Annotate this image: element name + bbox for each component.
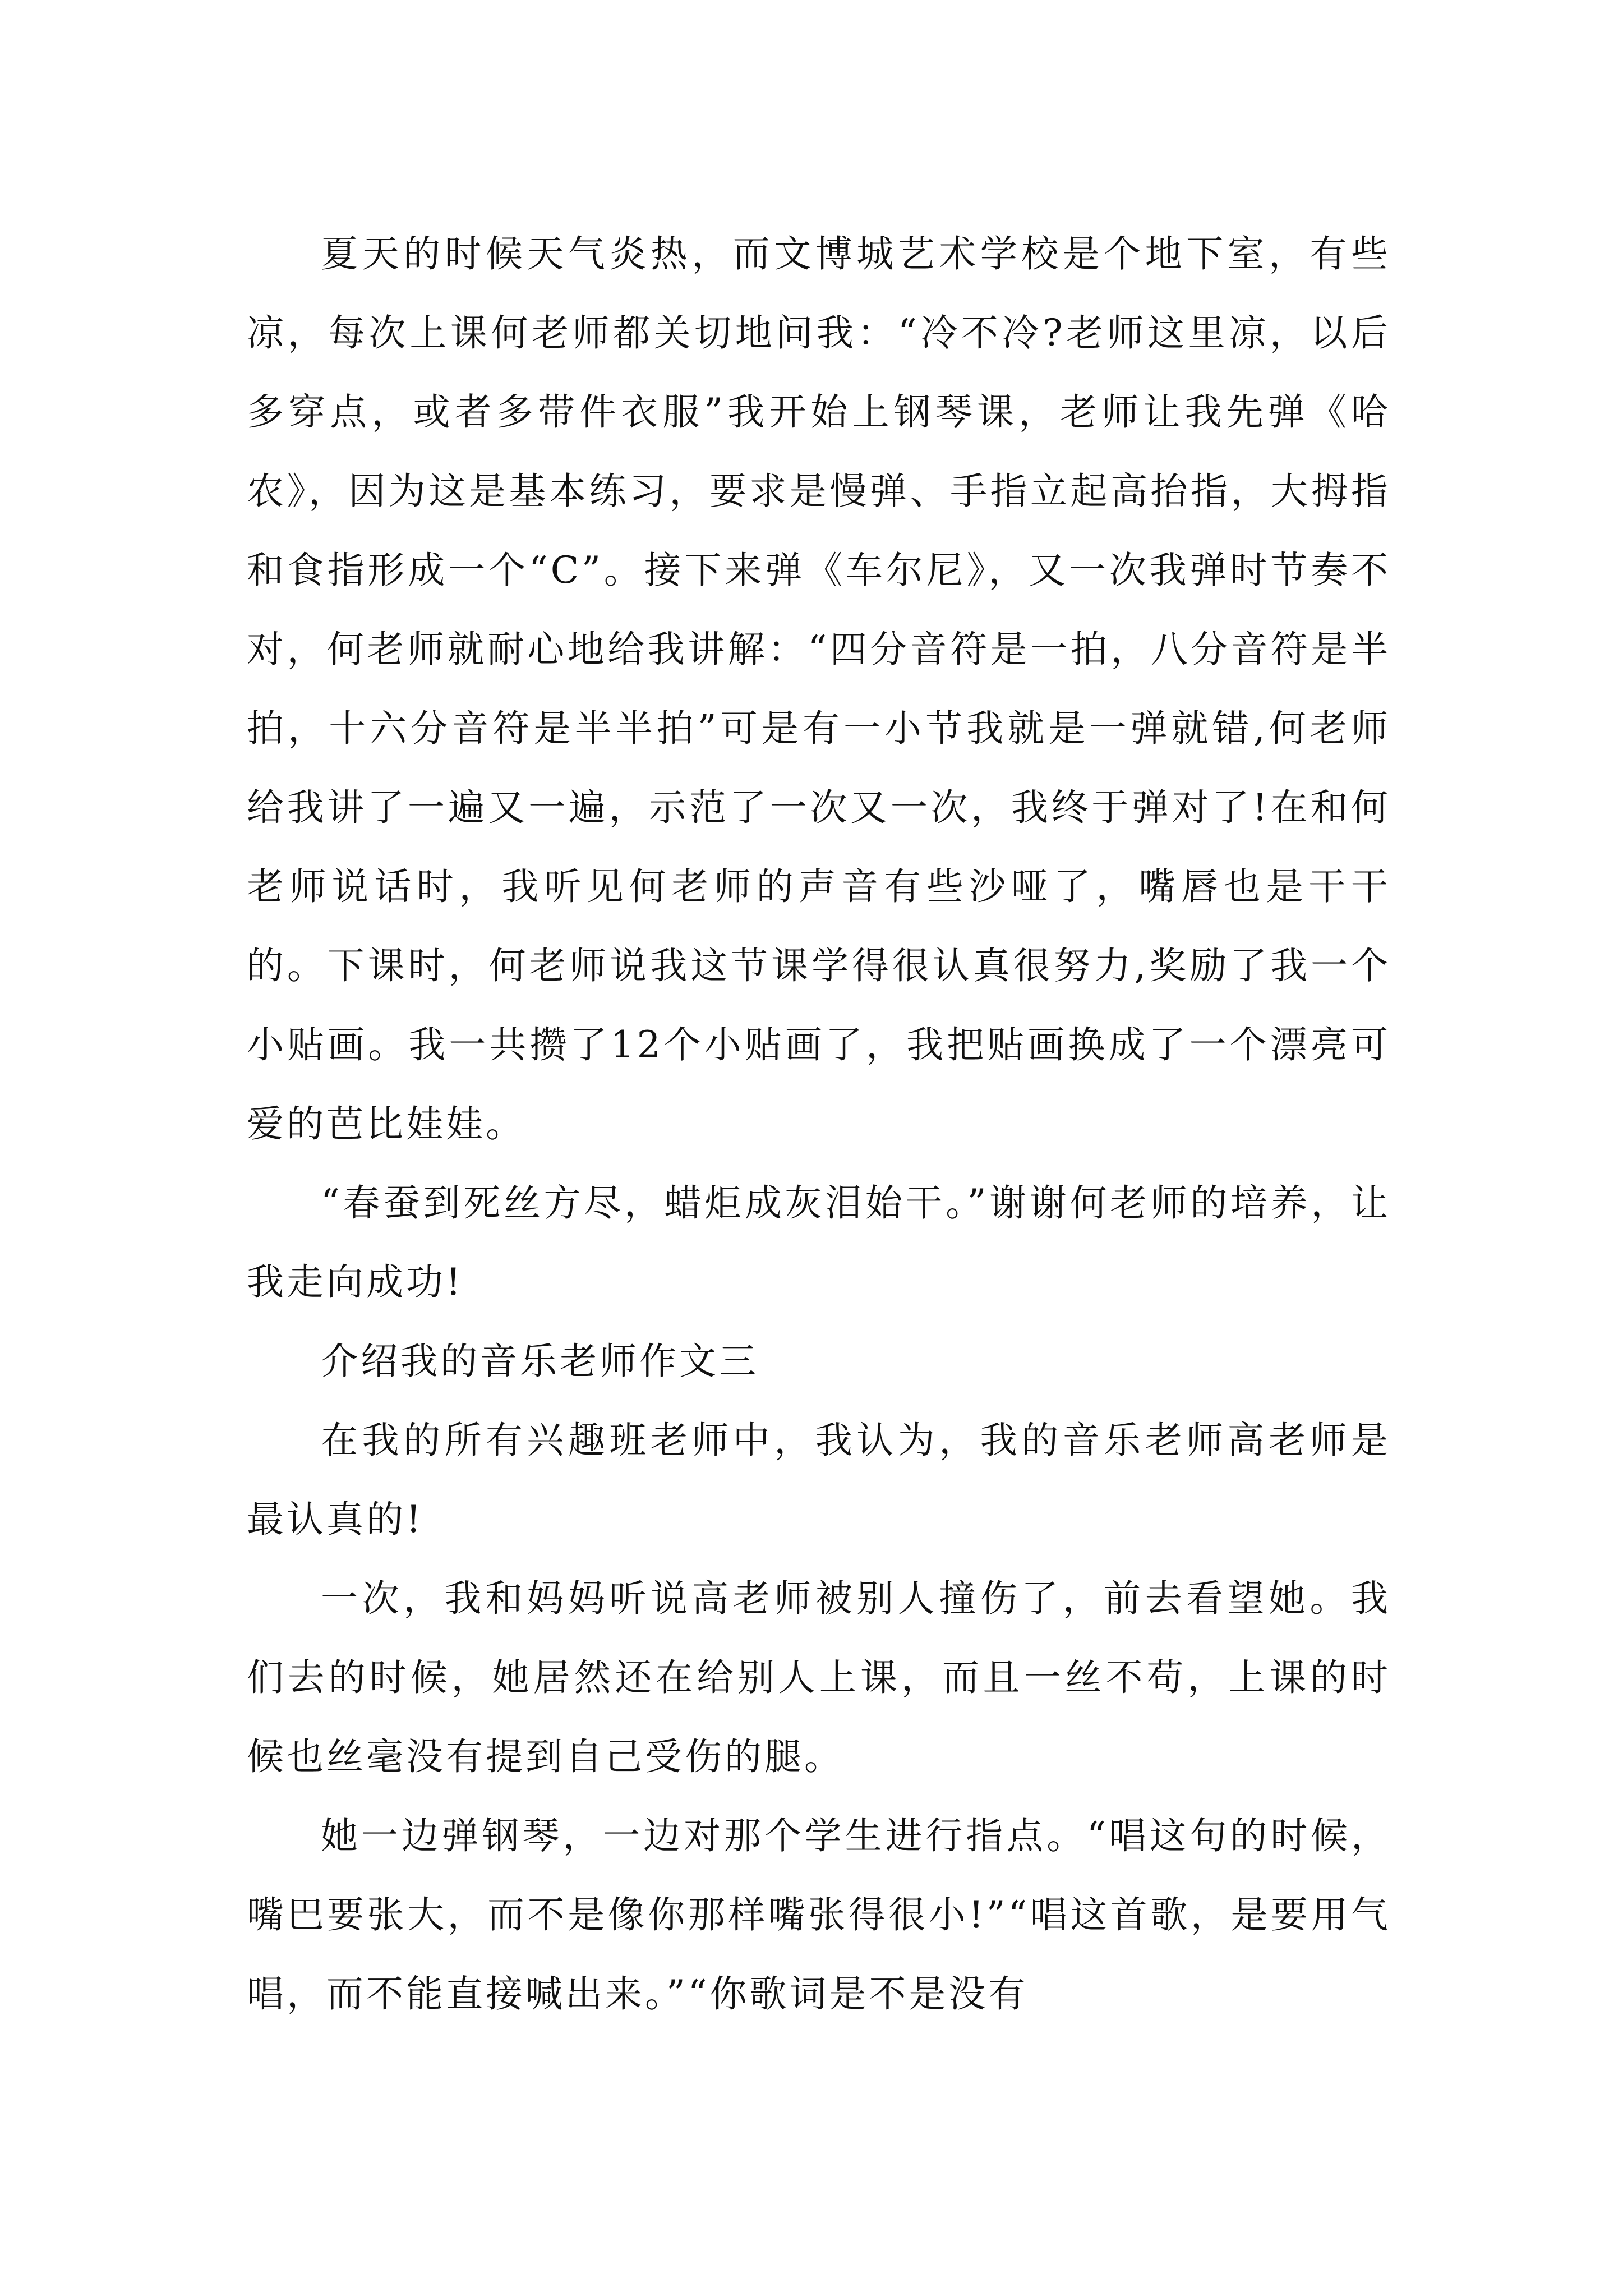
paragraph: 一次，我和妈妈听说高老师被别人撞伤了，前去看望她。我们去的时候，她居然还在给别人上课，而且一丝不苟，上课的时候也丝毫没有提到自己受伤的腿。 bbox=[247, 1577, 1391, 1778]
section-heading: 介绍我的音乐老师作文三 bbox=[321, 1340, 759, 1383]
document-body bbox=[247, 214, 1391, 2033]
paragraph: 她一边弹钢琴，一边对那个学生进行指点。“唱这句的时候，嘴巴要张大，而不是像你那样嘴张得很小!”“唱这首歌，是要用气唱，而不能直接喊出来。”“你歌词是不是没有 bbox=[247, 1814, 1391, 2016]
paragraph: 夏天的时候天气炎热，而文博城艺术学校是个地下室，有些凉，每次上课何老师都关切地问我：“冷不冷?老师这里凉，以后多穿点，或者多带件衣服”我开始上钢琴课，老师让我先弹《哈农》，因为这是基本练习，要求是慢弹、手指立起高抬指，大拇指和食指形成一个“C”。接下来弹《车尔尼》，又一次我弹时节奏不对，何老师就耐心地给我讲解：“四分音符是一拍，八分音符是半拍，十六分音符是半半拍”可是有一小节我就是一弹就错,何老师给我讲了一遍又一遍，示范了一次又一次，我终于弹对了!在和何老师说话时，我听见何老师的声音有些沙哑了，嘴唇也是干干的。下课时，何老师说我这节课学得很认真很努力,奖励了我一个小贴画。我一共攒了12个小贴画了，我把贴画换成了一个漂亮可爱的芭比娃娃。 bbox=[247, 232, 1391, 1145]
paragraph: 在我的所有兴趣班老师中，我认为，我的音乐老师高老师是最认真的! bbox=[247, 1419, 1391, 1541]
paragraph: “春蚕到死丝方尽，蜡炬成灰泪始干。”谢谢何老师的培养，让我走向成功! bbox=[247, 1181, 1391, 1304]
